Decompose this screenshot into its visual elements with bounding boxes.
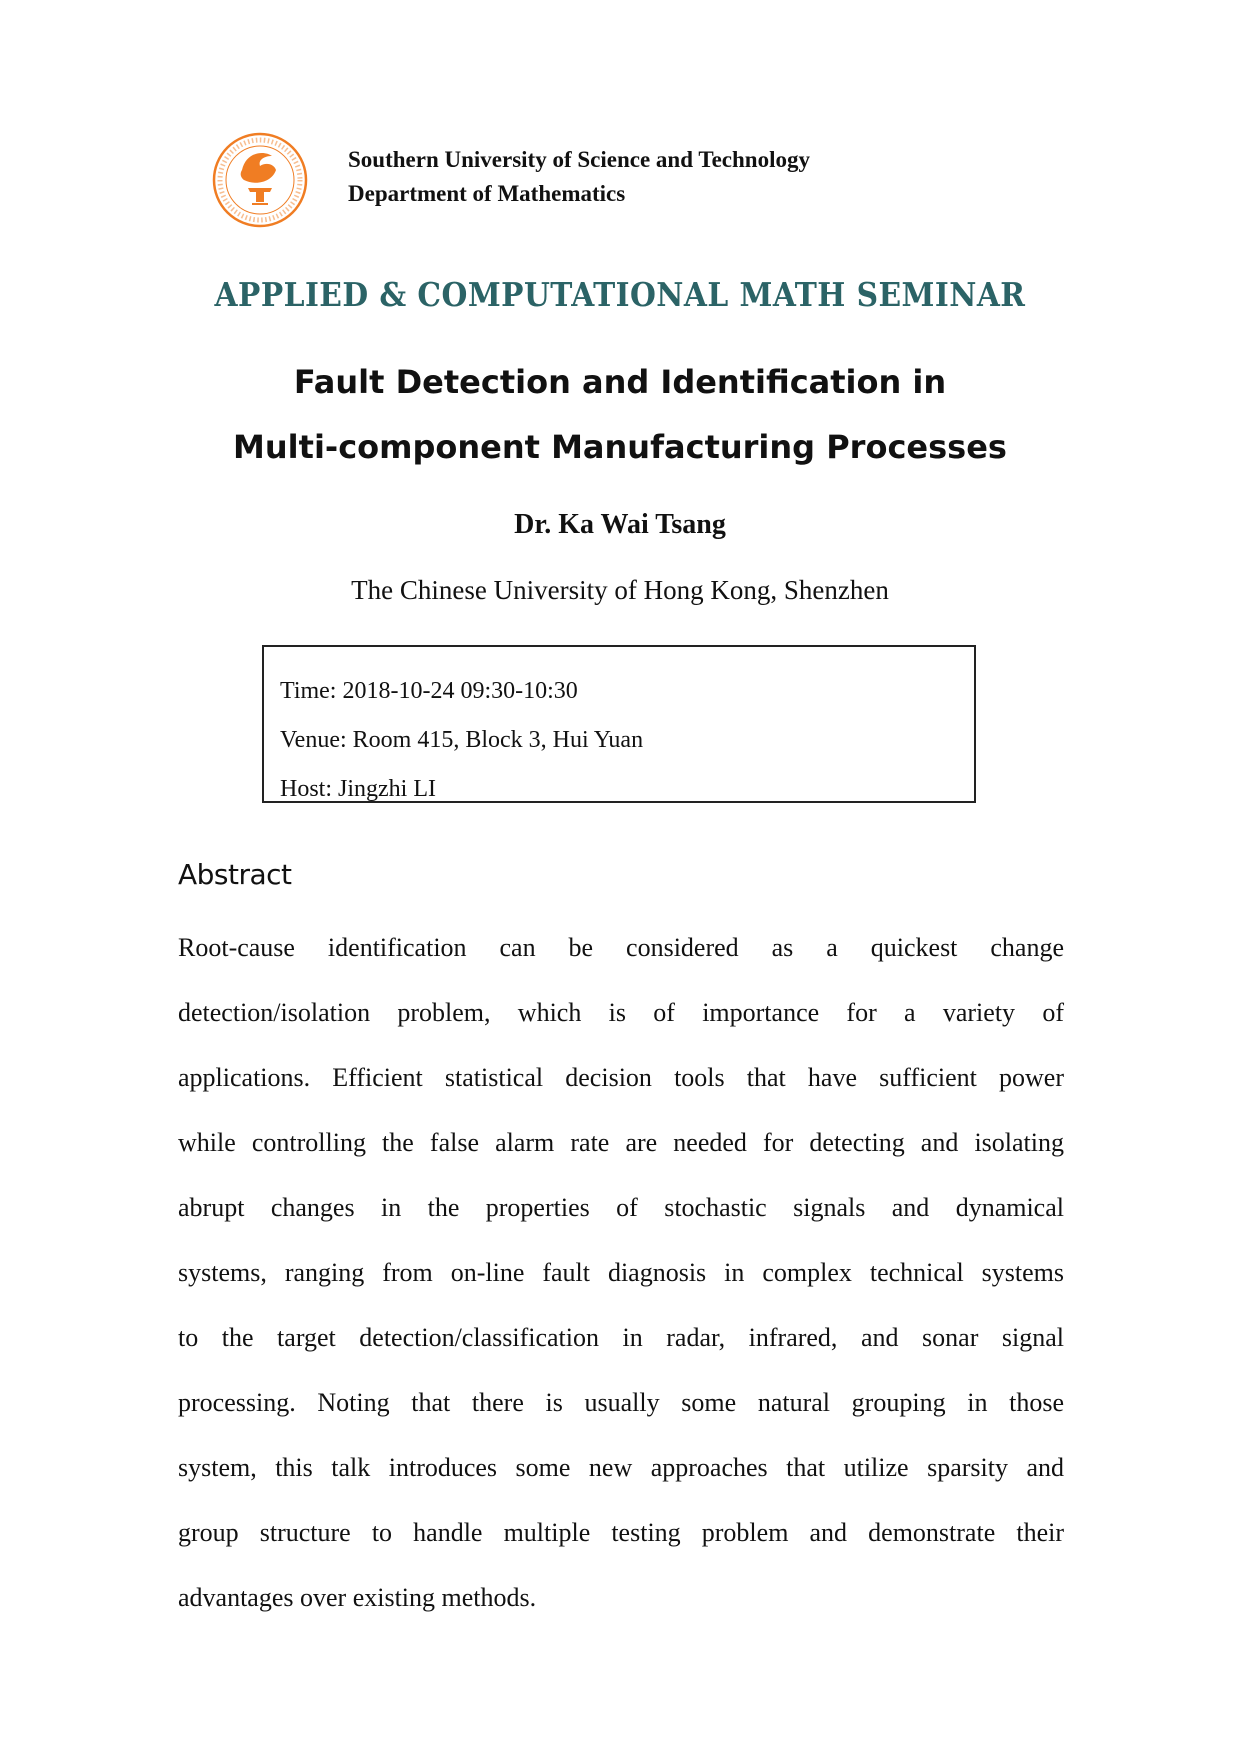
abstract-line: Root-cause identification can be considered as a quickest change <box>178 933 1064 962</box>
abstract-line: to the target detection/classification in radar, infrared, and sonar signal <box>178 1323 1064 1352</box>
institution-header <box>348 143 810 211</box>
speaker-affiliation: The Chinese University of Hong Kong, Shenzhen <box>351 575 889 605</box>
department-name: Department of Mathematics <box>348 181 626 206</box>
speaker-name: Dr. Ka Wai Tsang <box>514 509 726 540</box>
talk-title-line-2: Multi-component Manufacturing Processes <box>233 428 1007 466</box>
sustech-seal-icon <box>212 132 308 228</box>
abstract-body <box>178 915 1064 1630</box>
university-logo <box>212 132 308 228</box>
abstract-line: applications. Efficient statistical decision tools that have sufficient power <box>178 1063 1064 1092</box>
abstract-line: detection/isolation problem, which is of importance for a variety of <box>178 998 1064 1027</box>
talk-title-line-1: Fault Detection and Identification in <box>293 363 947 401</box>
event-info-box <box>262 645 976 803</box>
event-venue: Venue: Room 415, Block 3, Hui Yuan <box>280 727 644 753</box>
talk-title <box>0 350 1240 480</box>
abstract-line: while controlling the false alarm rate are needed for detecting and isolating <box>178 1128 1064 1157</box>
event-host: Host: Jingzhi LI <box>280 776 436 802</box>
abstract-heading: Abstract <box>178 858 292 891</box>
abstract-line: group structure to handle multiple testing problem and demonstrate their <box>178 1518 1064 1547</box>
institution-name: Southern University of Science and Technology <box>348 147 810 172</box>
abstract-line: systems, ranging from on-line fault diagnosis in complex technical systems <box>178 1258 1064 1287</box>
abstract-line: abrupt changes in the properties of stochastic signals and dynamical <box>178 1193 1064 1222</box>
seminar-series-title: APPLIED & COMPUTATIONAL MATH SEMINAR <box>214 275 1026 314</box>
abstract-line: system, this talk introduces some new approaches that utilize sparsity and <box>178 1453 1064 1482</box>
abstract-line: advantages over existing methods. <box>178 1583 537 1612</box>
abstract-line: processing. Noting that there is usually some natural grouping in those <box>178 1388 1064 1417</box>
event-time: Time: 2018-10-24 09:30-10:30 <box>280 678 578 704</box>
